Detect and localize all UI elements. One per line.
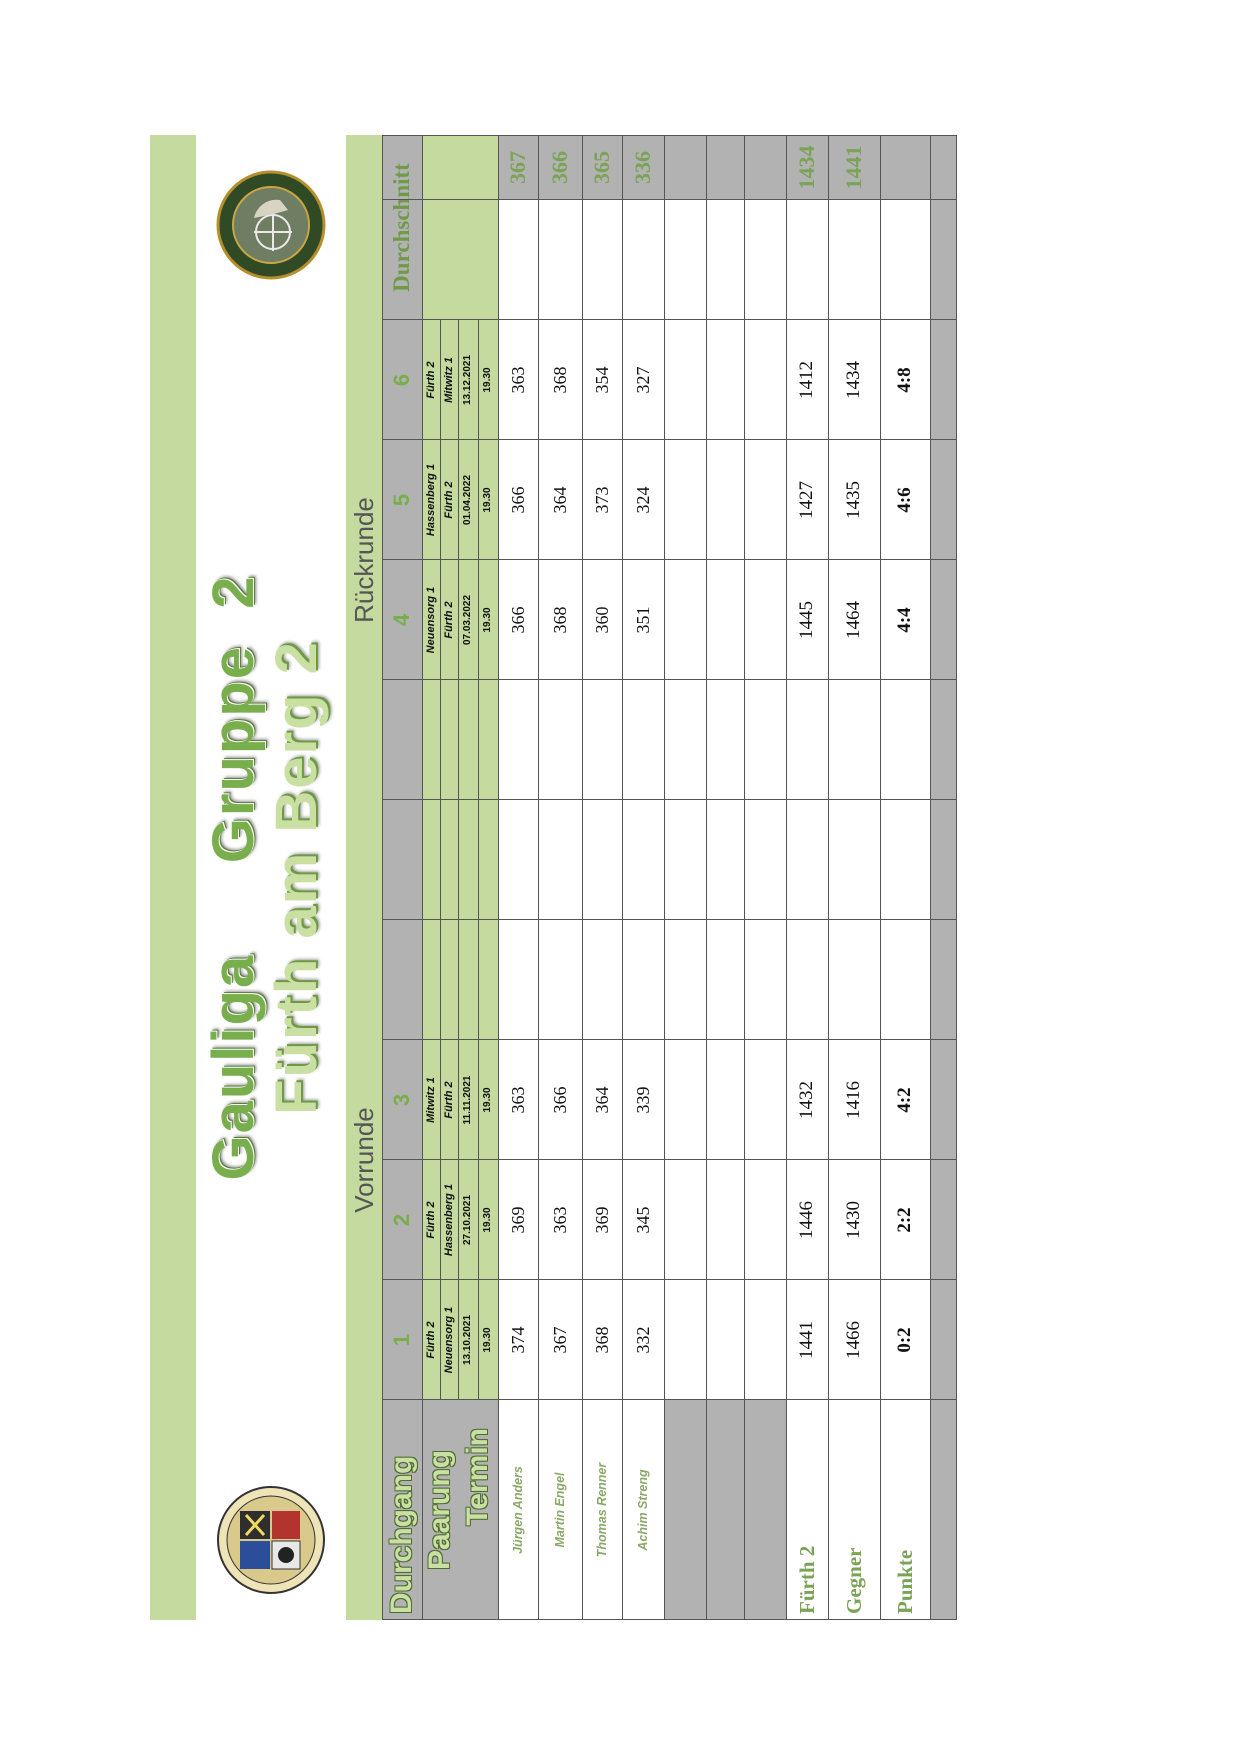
- opp-total-3: 1416: [843, 1081, 864, 1119]
- summary-team-avg: 1434: [786, 135, 828, 200]
- label-termin: Termin: [461, 1428, 494, 1526]
- hline: [538, 135, 539, 1620]
- points-2: 2:2: [894, 1207, 915, 1233]
- round-time-6: 19.30: [482, 367, 493, 393]
- round-away-4: Fürth 2: [443, 601, 455, 639]
- opp-total-4: 1464: [843, 601, 864, 639]
- shooter-name-4: Achim Streng: [636, 1469, 650, 1551]
- summary-team-label: Fürth 2: [795, 1545, 819, 1614]
- team-total-6: 1412: [796, 361, 817, 399]
- round-number-5: 5: [382, 440, 422, 560]
- empty-avg-2: [744, 135, 786, 200]
- vline: [382, 199, 956, 200]
- hline: [828, 135, 829, 1620]
- hline: [664, 135, 665, 1620]
- round-home-3: Mitwitz 1: [425, 1077, 437, 1123]
- team-total-5: 1427: [796, 481, 817, 519]
- team-total-2: 1446: [796, 1201, 817, 1239]
- opp-total-1: 1466: [843, 1321, 864, 1359]
- score-2-5: 364: [550, 486, 570, 514]
- hline: [956, 135, 957, 1620]
- round-time-2: 19.30: [482, 1207, 493, 1233]
- round-date-3: 11.11.2021: [462, 1075, 473, 1125]
- empty-avg-1: [706, 135, 744, 200]
- score-1-5: 366: [508, 486, 528, 514]
- opp-total-6: 1434: [843, 361, 864, 399]
- score-3-5: 373: [592, 486, 612, 514]
- empty-avg-0: [664, 135, 706, 200]
- green-cell-0-10: [422, 135, 458, 200]
- shooter-name-1: Jürgen Anders: [511, 1466, 525, 1554]
- label-durchgang: Durchgang: [385, 1455, 418, 1614]
- hline: [622, 135, 623, 1620]
- round-home-1: Fürth 2: [425, 1321, 437, 1359]
- shooter-name-2: Martin Engel: [553, 1472, 567, 1548]
- hline: [744, 135, 745, 1620]
- score-4-1: 332: [633, 1326, 653, 1354]
- hline: [582, 135, 583, 1620]
- hline-thin: [478, 320, 479, 1400]
- average-title: Durchschnitt: [389, 163, 414, 292]
- summary-opp-avg: 1441: [828, 135, 880, 200]
- hline: [422, 135, 423, 1620]
- vline: [382, 319, 956, 320]
- points-6: 4:8: [894, 367, 915, 393]
- opp-total-5: 1435: [843, 481, 864, 519]
- opp-total-2: 1430: [843, 1201, 864, 1239]
- section-label-rueckrunde: Rückrunde: [349, 497, 379, 623]
- vline: [382, 1399, 956, 1400]
- bottom-strip: [930, 135, 956, 1620]
- round-date-4: 07.03.2022: [462, 594, 473, 646]
- hline-thin: [458, 320, 459, 1400]
- top-band: [150, 135, 196, 1620]
- round-number-2: 2: [382, 1160, 422, 1280]
- empty-label-0: [664, 1400, 706, 1620]
- score-3-6: 354: [592, 366, 612, 394]
- round-date-5: 01.04.2022: [462, 474, 473, 526]
- hline: [706, 135, 707, 1620]
- vline: [382, 679, 956, 680]
- shooter-avg-2: 366: [538, 135, 582, 200]
- summary-points-avg: [880, 135, 930, 200]
- empty-header-2: [382, 680, 422, 800]
- score-3-3: 364: [592, 1086, 612, 1114]
- hline: [786, 135, 787, 1620]
- vline: [382, 559, 956, 560]
- score-4-2: 345: [633, 1206, 653, 1234]
- score-1-4: 366: [508, 606, 528, 634]
- round-away-5: Fürth 2: [443, 481, 455, 519]
- round-home-5: Hassenberg 1: [425, 463, 437, 537]
- title-team: Fürth am Berg 2: [264, 640, 329, 1115]
- round-number-3: 3: [382, 1040, 422, 1160]
- hline: [930, 135, 931, 1620]
- score-2-2: 363: [550, 1206, 570, 1234]
- empty-header-1: [382, 800, 422, 920]
- vline: [382, 799, 956, 800]
- points-3: 4:2: [894, 1087, 915, 1113]
- section-label-vorrunde: Vorrunde: [349, 1107, 379, 1213]
- empty-label-1: [706, 1400, 744, 1620]
- round-home-2: Fürth 2: [425, 1201, 437, 1239]
- score-3-2: 369: [592, 1206, 612, 1234]
- score-sheet: [150, 135, 1090, 1620]
- round-date-6: 13.12.2021: [462, 354, 473, 406]
- round-away-6: Mitwitz 1: [443, 357, 455, 403]
- score-1-3: 363: [508, 1086, 528, 1114]
- results-table: [346, 135, 1090, 1620]
- round-time-4: 19.30: [482, 607, 493, 633]
- shooter-avg-4: 336: [622, 135, 664, 200]
- team-total-4: 1445: [796, 601, 817, 639]
- score-4-5: 324: [633, 486, 653, 514]
- score-1-2: 369: [508, 1206, 528, 1234]
- summary-points-label: Punkte: [893, 1549, 917, 1614]
- empty-label-2: [744, 1400, 786, 1620]
- hline: [498, 135, 499, 1620]
- team-total-1: 1441: [796, 1321, 817, 1359]
- points-4: 4:4: [894, 607, 915, 633]
- hline: [382, 135, 383, 1620]
- shooter-name-3: Thomas Renner: [595, 1462, 609, 1558]
- round-home-6: Fürth 2: [425, 361, 437, 399]
- shooter-avg-3: 365: [582, 135, 622, 200]
- empty-header-0: [382, 920, 422, 1040]
- section-header-band: [346, 135, 382, 1620]
- points-5: 4:6: [894, 487, 915, 513]
- points-1: 0:2: [894, 1327, 915, 1353]
- summary-opp-label: Gegner: [842, 1547, 866, 1614]
- score-1-6: 363: [508, 366, 528, 394]
- shooter-avg-1: 367: [498, 135, 538, 200]
- round-number-6: 6: [382, 320, 422, 440]
- round-time-1: 19.30: [482, 1327, 493, 1353]
- hline-thin: [440, 320, 441, 1400]
- round-home-4: Neuensorg 1: [425, 586, 437, 654]
- score-1-1: 374: [508, 1326, 528, 1354]
- round-date-1: 13.10.2021: [462, 1314, 473, 1366]
- vline: [382, 1159, 956, 1160]
- round-number-1: 1: [382, 1280, 422, 1400]
- score-4-4: 351: [633, 606, 653, 634]
- vline: [382, 1039, 956, 1040]
- round-time-5: 19.30: [482, 487, 493, 513]
- green-cell-1-9: [458, 200, 498, 320]
- round-away-1: Neuensorg 1: [443, 1306, 455, 1374]
- score-4-3: 339: [633, 1086, 653, 1114]
- score-2-3: 366: [550, 1086, 570, 1114]
- round-date-2: 27.10.2021: [462, 1194, 473, 1246]
- title-league: Gauliga Gruppe 2: [201, 574, 266, 1181]
- hline: [880, 135, 881, 1620]
- score-2-1: 367: [550, 1326, 570, 1354]
- vline: [382, 919, 956, 920]
- score-2-6: 368: [550, 366, 570, 394]
- green-cell-0-9: [422, 200, 458, 320]
- round-time-3: 19.30: [482, 1087, 493, 1113]
- round-away-2: Hassenberg 1: [443, 1183, 455, 1257]
- score-4-6: 327: [633, 366, 653, 394]
- team-total-3: 1432: [796, 1081, 817, 1119]
- score-3-4: 360: [592, 606, 612, 634]
- vline-outer: [382, 135, 956, 136]
- label-paarung: Paarung: [423, 1449, 456, 1571]
- score-2-4: 368: [550, 606, 570, 634]
- round-number-4: 4: [382, 560, 422, 680]
- round-away-3: Fürth 2: [443, 1081, 455, 1119]
- score-3-1: 368: [592, 1326, 612, 1354]
- vline: [382, 1279, 956, 1280]
- green-cell-1-10: [458, 135, 498, 200]
- vline-outer: [382, 1619, 956, 1620]
- vline: [382, 439, 956, 440]
